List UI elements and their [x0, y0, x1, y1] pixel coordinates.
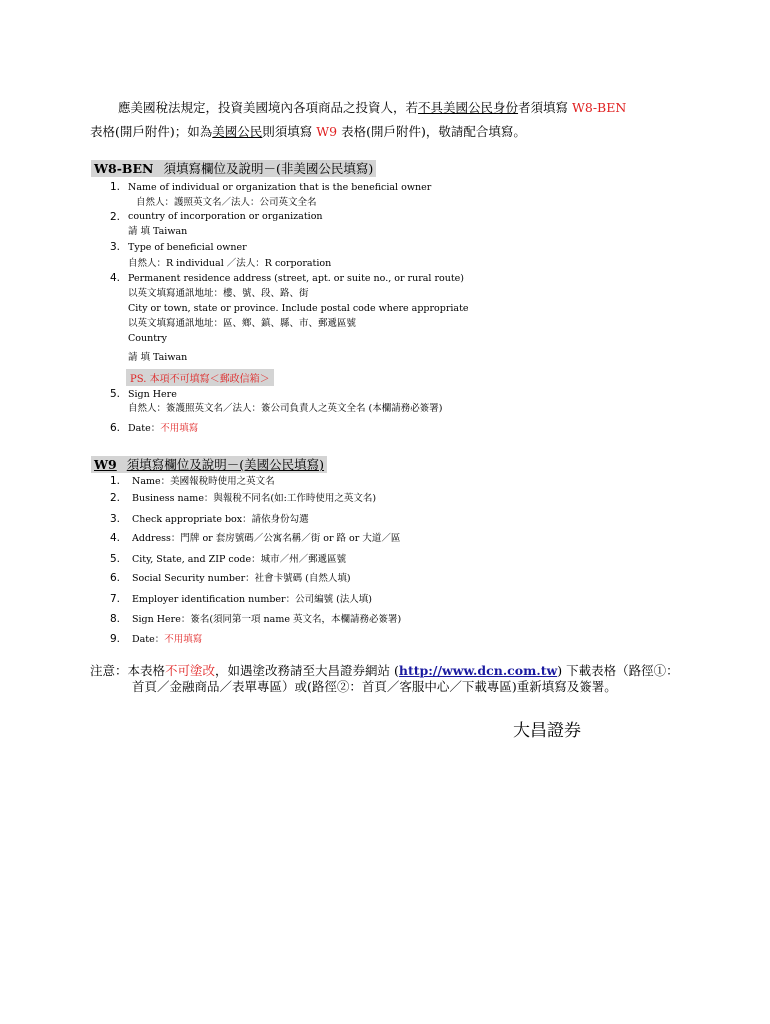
intro-line-1 [118, 98, 626, 118]
w8ben-section-heading [91, 160, 376, 177]
notice-line-1 [90, 662, 679, 679]
list-item-number: 5. [110, 553, 121, 565]
list-item-text: 請 填 Taiwan [128, 352, 188, 363]
list-item-number: 8. [110, 613, 121, 625]
list-item-text: Type of beneficial owner [128, 242, 247, 253]
notice-line-2 [132, 678, 617, 695]
not-required-note: 不用填寫 [160, 423, 199, 434]
w9-title: 須填寫欄位及說明－(美國公民填寫) [126, 457, 325, 472]
form-code-w8ben: W8-BEN [572, 100, 627, 115]
list-item-text: City, State, and ZIP code：城市／州／郵遞區號 [132, 554, 347, 565]
date-label: Date： [132, 634, 165, 645]
intro-text: 則須填寫 [262, 124, 313, 139]
company-signature: 大昌證券 [513, 721, 581, 741]
list-item-text: 自然人：R individual ／法人：R corporation [128, 258, 332, 269]
intro-text: 者須填寫 [518, 100, 569, 115]
date-label: Date： [128, 423, 161, 434]
list-item-text: Sign Here：簽名(須同第一項 name 英文名，本欄請務必簽署) [132, 614, 402, 625]
list-item-text: 以英文填寫通訊地址：樓、號、段、路、街 [128, 288, 309, 299]
list-item-text: Address：門牌 or 套房號碼／公寓名稱／街 or 路 or 大道／區 [132, 533, 401, 544]
intro-text: 應美國稅法規定，投資美國境內各項商品之投資人，若 [118, 100, 419, 115]
list-item-number: 9. [110, 633, 121, 645]
intro-text: 表格(開戶附件)；如為 [90, 124, 213, 139]
form-code-w9: W9 [316, 124, 338, 139]
intro-text: 表格(開戶附件)，敬請配合填寫。 [341, 124, 526, 139]
ps-note: PS. 本項不可填寫＜郵政信箱＞ [126, 369, 274, 386]
list-item-number: 7. [110, 593, 121, 605]
notice-text: ) 下載表格（路徑①： [557, 663, 679, 678]
list-item-number: 1. [110, 181, 121, 193]
list-item-text: Sign Here [128, 389, 177, 400]
list-item-text: country of incorporation or organization [128, 211, 323, 222]
list-item-text: 以英文填寫通訊地址：區、鄉、鎮、縣、市、郵遞區號 [128, 318, 357, 329]
notice-text: 首頁／金融商品／表單專區）或(路徑②：首頁／客服中心／下載專區)重新填寫及簽署。 [132, 679, 617, 694]
w9-code: W9 [94, 457, 117, 472]
w8ben-code: W8-BEN [94, 161, 154, 176]
list-item-number: 4. [110, 272, 121, 284]
list-item-text: Business name：與報稅不同名(如:工作時使用之英文名) [132, 493, 377, 504]
intro-underlined-text: 美國公民 [212, 124, 263, 139]
list-item-number: 4. [110, 532, 121, 544]
list-item-text: City or town, state or province. Include postal code where appropriate [128, 303, 469, 314]
list-item-text: Country [128, 333, 167, 344]
notice-text: 注意：本表格 [90, 663, 166, 678]
list-item-text: Permanent residence address (street, apt. or suite no., or rural route) [128, 273, 464, 284]
list-item-text: Check appropriate box：請依身份勾選 [132, 514, 309, 525]
list-item-text [128, 421, 198, 436]
list-item-number: 3. [110, 241, 121, 253]
list-item-number: 5. [110, 388, 121, 400]
list-item-number: 1. [110, 475, 121, 487]
list-item-text: Employer identification number：公司編號 (法人填) [132, 594, 373, 605]
intro-underlined-text: 不具美國公民身份 [418, 100, 519, 115]
no-alteration-warning: 不可塗改 [165, 663, 216, 678]
list-item-text: Name：美國報稅時使用之英文名 [132, 476, 275, 487]
list-item-number: 3. [110, 513, 121, 525]
list-item-text [132, 632, 202, 647]
list-item-text: Social Security number：社會卡號碼 (自然人填) [132, 573, 351, 584]
w9-section-heading [91, 456, 327, 473]
w8ben-title: 須填寫欄位及說明－(非美國公民填寫) [163, 161, 374, 176]
list-item-text: 請 填 Taiwan [128, 226, 188, 237]
list-item-text: 自然人：護照英文名／法人：公司英文全名 [136, 197, 317, 208]
notice-text: ，如遇塗改務請至大昌證券網站 ( [215, 663, 399, 678]
list-item-number: 6. [110, 572, 121, 584]
list-item-text: Name of individual or organization that is the beneficial owner [128, 182, 432, 193]
list-item-number: 6. [110, 422, 121, 434]
not-required-note: 不用填寫 [164, 634, 203, 645]
intro-line-2 [90, 122, 526, 142]
list-item-number: 2. [110, 211, 121, 223]
list-item-number: 2. [110, 492, 121, 504]
list-item-text: 自然人：簽護照英文名／法人：簽公司負責人之英文全名 (本欄請務必簽署) [128, 403, 443, 414]
website-link[interactable]: http://www.dcn.com.tw [398, 663, 558, 678]
